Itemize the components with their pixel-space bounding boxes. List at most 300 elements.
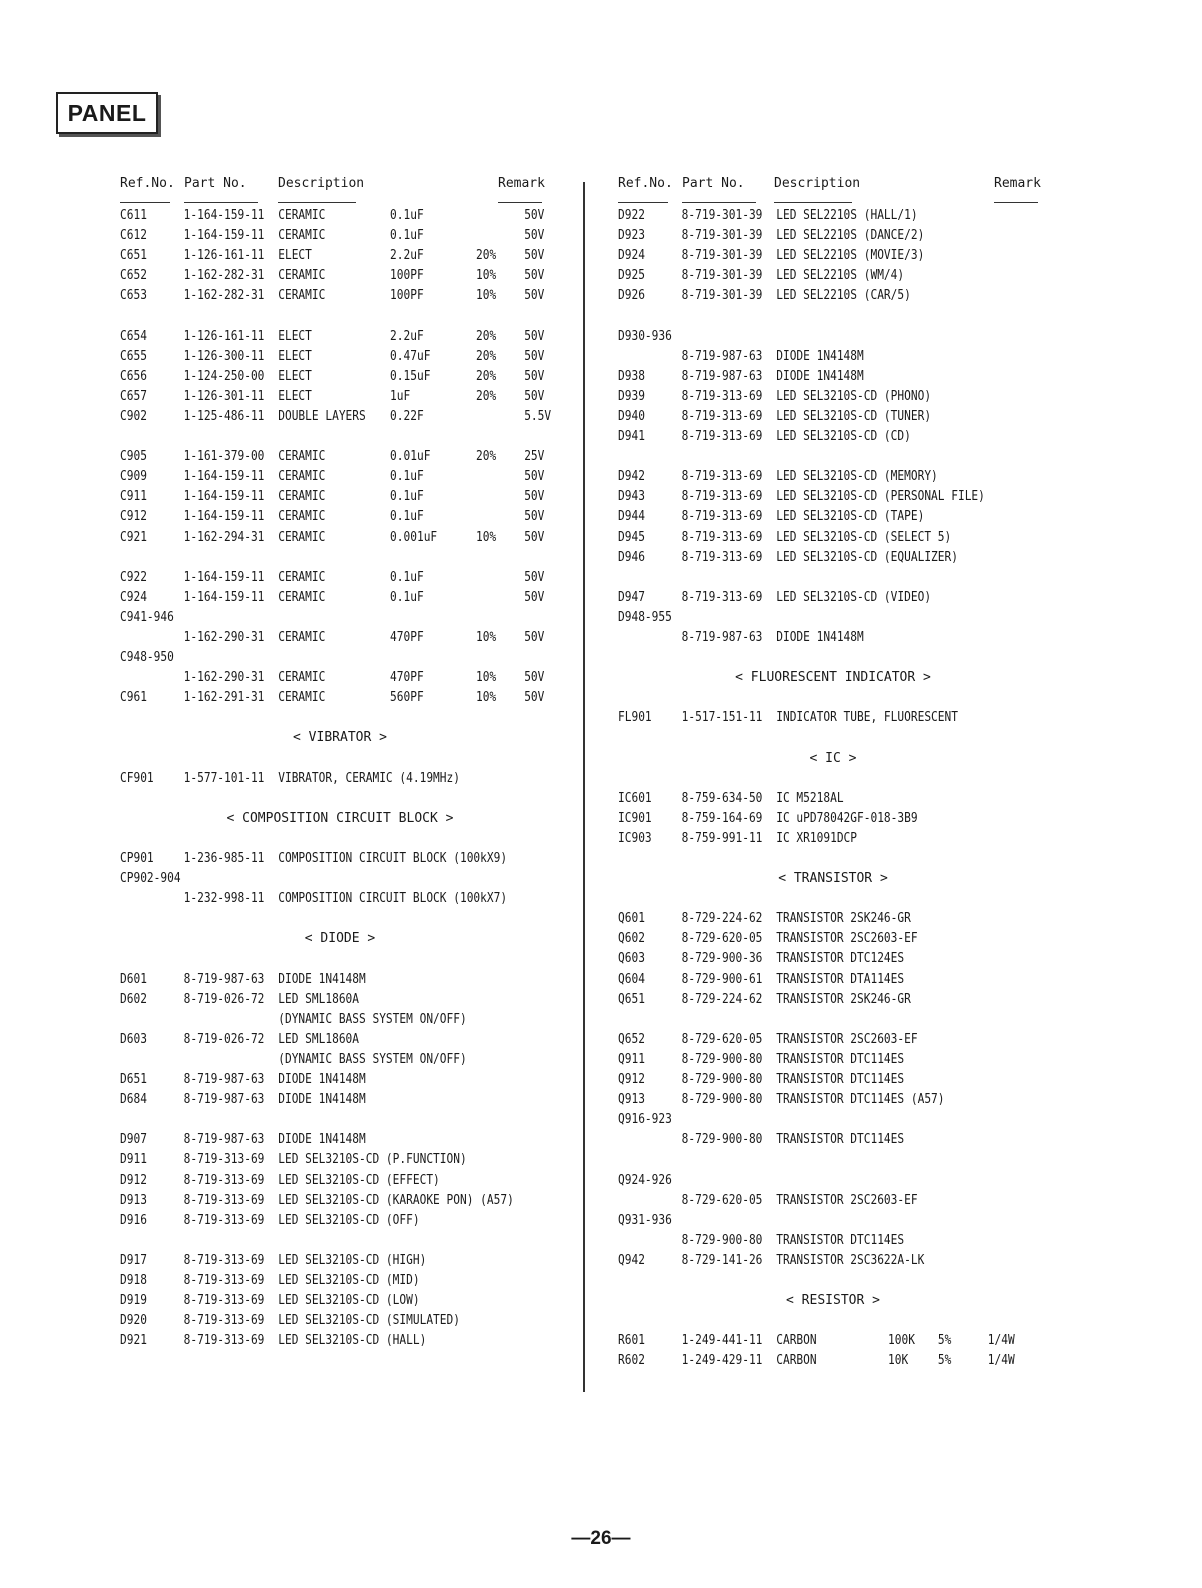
cell-ref: Q924-926: [618, 1172, 672, 1188]
header-remark: Remark: [994, 176, 1041, 191]
table-row: [120, 206, 559, 226]
cell-part-no: 8-719-313-69: [183, 1313, 265, 1329]
table-row: [618, 467, 1047, 487]
header-desc: Description: [278, 176, 365, 191]
cell-description: LED SEL3210S-CD (PHONO): [776, 388, 932, 404]
row-spacer: [618, 306, 1048, 326]
cell-remark: 50V: [524, 368, 545, 384]
table-row: [618, 206, 1047, 226]
table-row: [618, 367, 1047, 387]
table-row: [120, 1271, 559, 1291]
cell-part-no: 1-164-159-11: [183, 208, 265, 223]
category-heading: < FLUORESCENT INDICATOR >: [735, 670, 931, 686]
cell-value: 0.1uF: [390, 489, 424, 505]
cell-part-no: 8-759-991-11: [681, 830, 763, 846]
cell-description: LED SEL3210S-CD (VIDEO): [776, 589, 932, 605]
cell-value: 470PF: [390, 670, 424, 686]
cell-part-no: 1-164-159-11: [183, 489, 265, 505]
cell-ref: D684: [120, 1092, 147, 1108]
cell-description: TRANSISTOR 2SC2603-EF: [776, 931, 918, 947]
table-row: [618, 266, 1047, 286]
cell-value: 0.1uF: [390, 228, 424, 244]
cell-value: 470PF: [390, 629, 424, 645]
category-heading: < IC >: [809, 750, 857, 766]
cell-ref: Q651: [618, 991, 645, 1007]
cell-ref: C653: [120, 288, 147, 304]
cell-description: CERAMIC: [278, 449, 326, 465]
cell-ref: C961: [120, 690, 147, 706]
cell-value: 0.01uF: [390, 449, 431, 465]
header-ref: Ref.No.: [120, 176, 175, 191]
cell-description: IC M5218AL: [776, 790, 844, 806]
cell-part-no: 8-719-313-69: [681, 529, 763, 545]
row-spacer: [618, 728, 1048, 748]
row-spacer: [618, 1271, 1048, 1291]
cell-part-no: 8-719-301-39: [681, 208, 763, 223]
cell-remark: 50V: [524, 268, 545, 284]
cell-part-no: 8-729-224-62: [681, 991, 763, 1007]
cell-ref: Q652: [618, 1031, 645, 1047]
cell-description: LED SEL3210S-CD (CD): [776, 429, 911, 445]
cell-part-no: 1-126-161-11: [183, 328, 265, 344]
cell-ref: D939: [618, 388, 645, 404]
cell-description: LED SEL3210S-CD (P.FUNCTION): [278, 1152, 467, 1168]
cell-ref: IC903: [618, 830, 652, 846]
table-row: [618, 528, 1047, 548]
cell-description: LED SEL2210S (DANCE/2): [776, 228, 925, 244]
cell-remark: 50V: [524, 589, 545, 605]
table-row: [120, 688, 559, 708]
cell-description: LED SEL3210S-CD (HIGH): [278, 1252, 427, 1268]
cell-part-no: 8-729-900-80: [681, 1072, 763, 1088]
cell-part-no: 1-517-151-11: [681, 710, 763, 726]
cell-remark: 50V: [524, 469, 545, 485]
cell-ref: C654: [120, 328, 147, 344]
cell-part-no: 8-729-900-80: [681, 1051, 763, 1067]
cell-description: TRANSISTOR DTC114ES: [776, 1232, 905, 1248]
cell-remark: 50V: [524, 569, 545, 585]
table-row: [120, 1191, 559, 1211]
cell-ref: Q911: [618, 1051, 645, 1067]
cell-description: DIODE 1N4148M: [776, 348, 864, 364]
cell-part-no: 8-759-634-50: [681, 790, 763, 806]
cell-remark: 50V: [524, 529, 545, 545]
cell-value: 0.1uF: [390, 469, 424, 485]
table-row: [120, 387, 559, 407]
cell-ref: C652: [120, 268, 147, 284]
cell-part-no: 1-162-282-31: [183, 268, 265, 284]
table-row: [120, 528, 559, 548]
table-row: [120, 1211, 559, 1231]
table-header-right: [618, 172, 1048, 206]
row-spacer: [618, 568, 1048, 588]
cell-part-no: 1-162-282-31: [183, 288, 265, 304]
table-row: [618, 1251, 1047, 1271]
category-heading: < DIODE >: [304, 931, 376, 947]
cell-remark: 50V: [524, 690, 545, 706]
cell-description: TRANSISTOR 2SK246-GR: [776, 911, 911, 927]
cell-part-no: 8-719-313-69: [183, 1152, 265, 1168]
rows-left: [120, 206, 560, 1351]
table-row: [618, 949, 1047, 969]
cell-ref: Q912: [618, 1072, 645, 1088]
cell-part-no: 1-164-159-11: [183, 569, 265, 585]
table-row: [120, 990, 559, 1010]
cell-description: TRANSISTOR DTA114ES: [776, 971, 905, 987]
cell-ref: C924: [120, 589, 147, 605]
cell-value: 2.2uF: [390, 248, 424, 264]
cell-value: 0.1uF: [390, 509, 424, 525]
cell-value: 10K: [888, 1353, 909, 1369]
cell-ref: C948-950: [120, 650, 174, 666]
table-row: [618, 487, 1047, 507]
table-row: [120, 367, 559, 387]
cell-description: TRANSISTOR 2SC3622A-LK: [776, 1252, 925, 1268]
row-spacer: [120, 749, 560, 769]
cell-tolerance: 10%: [476, 629, 497, 645]
cell-part-no: 8-729-900-80: [681, 1092, 763, 1108]
cell-value: 100PF: [390, 288, 424, 304]
cell-remark: 50V: [524, 288, 545, 304]
cell-ref: D942: [618, 469, 645, 485]
cell-part-no: 8-719-987-63: [183, 971, 265, 987]
cell-part-no: 1-162-294-31: [183, 529, 265, 545]
cell-description: DIODE 1N4148M: [278, 1092, 366, 1108]
cell-description: CERAMIC: [278, 469, 326, 485]
cell-ref: FL901: [618, 710, 652, 726]
table-row: [120, 447, 559, 467]
row-spacer: [120, 708, 560, 728]
cell-description: CERAMIC: [278, 208, 326, 223]
cell-ref: D922: [618, 208, 645, 223]
cell-description: CERAMIC: [278, 569, 326, 585]
cell-description: COMPOSITION CIRCUIT BLOCK (100kX9): [278, 851, 508, 866]
category-heading: < RESISTOR >: [786, 1293, 880, 1309]
table-row: [120, 407, 559, 427]
cell-description: IC XR1091DCP: [776, 830, 858, 846]
cell-ref: CF901: [120, 770, 154, 786]
rows-right: [618, 206, 1048, 1371]
cell-tolerance: 10%: [476, 529, 497, 545]
cell-ref: D925: [618, 268, 645, 284]
cell-ref: D601: [120, 971, 147, 987]
cell-description: LED SEL2210S (WM/4): [776, 268, 905, 284]
cell-ref: Q942: [618, 1252, 645, 1268]
table-row: [618, 1191, 1047, 1211]
cell-part-no: 8-719-313-69: [183, 1333, 265, 1349]
cell-ref: Q601: [618, 911, 645, 927]
cell-part-no: 1-164-159-11: [183, 509, 265, 525]
cell-description: TRANSISTOR DTC114ES: [776, 1132, 905, 1148]
cell-part-no: 8-729-900-61: [681, 971, 763, 987]
cell-part-no: 8-719-026-72: [183, 1031, 265, 1047]
cell-ref: D926: [618, 288, 645, 304]
cell-description: LED SEL3210S-CD (SELECT 5): [776, 529, 952, 545]
cell-remark: 50V: [524, 248, 545, 264]
table-row: [120, 769, 559, 789]
cell-ref: C651: [120, 248, 147, 264]
table-row: [120, 1090, 559, 1110]
cell-part-no: 8-729-620-05: [681, 1031, 763, 1047]
cell-part-no: 1-249-429-11: [681, 1353, 763, 1369]
cell-tolerance: 20%: [476, 248, 497, 264]
cell-description: (DYNAMIC BASS SYSTEM ON/OFF): [278, 1051, 467, 1067]
cell-part-no: 8-719-313-69: [183, 1192, 265, 1208]
cell-description: CERAMIC: [278, 589, 326, 605]
cell-ref: D943: [618, 489, 645, 505]
cell-description: INDICATOR TUBE, FLUORESCENT: [776, 710, 958, 726]
cell-remark: 50V: [524, 509, 545, 525]
table-row: [120, 608, 559, 628]
cell-value: 0.001uF: [390, 529, 438, 545]
cell-ref: D948-955: [618, 609, 672, 625]
cell-part-no: 8-719-301-39: [681, 248, 763, 264]
cell-remark: 50V: [524, 208, 545, 223]
cell-ref: Q931-936: [618, 1212, 672, 1228]
cell-tolerance: 5%: [937, 1333, 952, 1349]
table-row: [120, 1130, 559, 1150]
cell-tolerance: 20%: [476, 328, 497, 344]
cell-part-no: 1-232-998-11: [183, 891, 265, 907]
cell-part-no: 8-719-026-72: [183, 991, 265, 1007]
cell-ref: D911: [120, 1152, 147, 1168]
cell-ref: R601: [618, 1333, 645, 1349]
cell-description: ELECT: [278, 248, 312, 264]
table-row: [120, 668, 559, 688]
row-spacer: [120, 1110, 560, 1130]
cell-ref: D920: [120, 1313, 147, 1329]
cell-part-no: 8-719-313-69: [681, 469, 763, 485]
table-row: [618, 608, 1047, 628]
table-row: [618, 588, 1047, 608]
cell-ref: CP901: [120, 851, 154, 866]
cell-ref: D923: [618, 228, 645, 244]
cell-part-no: 8-719-301-39: [681, 288, 763, 304]
table-row: [120, 487, 559, 507]
cell-tolerance: 20%: [476, 348, 497, 364]
row-spacer: [618, 1010, 1048, 1030]
cell-part-no: 1-162-291-31: [183, 690, 265, 706]
cell-part-no: 8-729-620-05: [681, 1192, 763, 1208]
cell-description: TRANSISTOR DTC114ES (A57): [776, 1092, 945, 1108]
table-row: [120, 628, 559, 648]
cell-description: TRANSISTOR DTC114ES: [776, 1051, 905, 1067]
header-part: Part No.: [184, 176, 247, 191]
table-row: [618, 929, 1047, 949]
cell-ref: D917: [120, 1252, 147, 1268]
cell-part-no: 8-719-313-69: [183, 1172, 265, 1188]
cell-part-no: 8-719-313-69: [183, 1293, 265, 1309]
cell-description: CERAMIC: [278, 670, 326, 686]
cell-tolerance: 10%: [476, 268, 497, 284]
cell-description: CERAMIC: [278, 288, 326, 304]
row-spacer: [120, 306, 560, 326]
cell-ref: Q603: [618, 951, 645, 967]
cell-description: (DYNAMIC BASS SYSTEM ON/OFF): [278, 1011, 467, 1027]
table-row: [120, 1171, 559, 1191]
cell-part-no: 1-125-486-11: [183, 408, 265, 424]
cell-description: ELECT: [278, 388, 312, 404]
cell-part-no: 8-719-987-63: [681, 348, 763, 364]
cell-value: 0.22F: [390, 408, 424, 424]
cell-value: 2.2uF: [390, 328, 424, 344]
table-row: [618, 387, 1047, 407]
cell-description: LED SEL3210S-CD (TAPE): [776, 509, 925, 525]
cell-description: LED SEL3210S-CD (KARAOKE PON) (A57): [278, 1192, 514, 1208]
cell-remark: 50V: [524, 388, 545, 404]
cell-part-no: 1-126-301-11: [183, 388, 265, 404]
cell-part-no: 8-719-313-69: [681, 489, 763, 505]
cell-part-no: 8-719-313-69: [681, 509, 763, 525]
table-row: [120, 970, 559, 990]
cell-ref: D919: [120, 1293, 147, 1309]
row-spacer: [618, 849, 1048, 869]
cell-description: LED SEL3210S-CD (OFF): [278, 1212, 420, 1228]
cell-description: DIODE 1N4148M: [776, 368, 864, 384]
table-row: [618, 1110, 1047, 1130]
cell-remark: 5.5V: [524, 408, 552, 424]
cell-description: TRANSISTOR DTC114ES: [776, 1072, 905, 1088]
cell-ref: D602: [120, 991, 147, 1007]
table-row: [618, 1090, 1047, 1110]
cell-description: DIODE 1N4148M: [278, 1072, 366, 1088]
cell-description: ELECT: [278, 368, 312, 384]
cell-ref: C657: [120, 388, 147, 404]
cell-value: 1uF: [390, 388, 411, 404]
cell-part-no: 8-719-987-63: [681, 629, 763, 645]
cell-ref: C921: [120, 529, 147, 545]
cell-description: LED SML1860A: [278, 991, 360, 1007]
cell-ref: C902: [120, 408, 147, 424]
cell-description: TRANSISTOR 2SC2603-EF: [776, 1192, 918, 1208]
table-row: [618, 548, 1047, 568]
table-row: [618, 427, 1047, 447]
cell-description: LED SEL3210S-CD (HALL): [278, 1333, 427, 1349]
table-row: [618, 708, 1047, 728]
cell-description: CARBON: [776, 1353, 817, 1369]
cell-ref: D938: [618, 368, 645, 384]
cell-ref: D912: [120, 1172, 147, 1188]
cell-ref: IC601: [618, 790, 652, 806]
table-row: [120, 246, 559, 266]
category-heading: < VIBRATOR >: [293, 730, 387, 746]
cell-description: ELECT: [278, 348, 312, 364]
cell-ref: C612: [120, 228, 147, 244]
cell-ref: D940: [618, 408, 645, 424]
row-spacer: [120, 949, 560, 969]
table-row: [120, 1311, 559, 1331]
cell-ref: Q916-923: [618, 1112, 672, 1128]
cell-ref: Q913: [618, 1092, 645, 1108]
cell-ref: D944: [618, 509, 645, 525]
table-row: [120, 286, 559, 306]
cell-description: DIODE 1N4148M: [278, 1132, 366, 1148]
cell-description: DOUBLE LAYERS: [278, 408, 366, 424]
cell-tolerance: 10%: [476, 288, 497, 304]
cell-part-no: 8-719-301-39: [681, 268, 763, 284]
page-number: —26—: [571, 1528, 631, 1549]
cell-description: LED SEL3210S-CD (TUNER): [776, 408, 932, 424]
category-heading: < COMPOSITION CIRCUIT BLOCK >: [226, 810, 454, 826]
table-row: [618, 909, 1047, 929]
cell-part-no: 8-729-620-05: [681, 931, 763, 947]
table-row: [120, 568, 559, 588]
cell-ref: D907: [120, 1132, 147, 1148]
cell-ref: D946: [618, 549, 645, 565]
cell-part-no: 8-729-900-80: [681, 1232, 763, 1248]
cell-value: 0.1uF: [390, 569, 424, 585]
table-row: [618, 347, 1047, 367]
cell-part-no: 1-126-300-11: [183, 348, 265, 364]
cell-value: 0.15uF: [390, 368, 431, 384]
cell-description: CERAMIC: [278, 629, 326, 645]
row-spacer: [120, 829, 560, 849]
row-spacer: [120, 548, 560, 568]
cell-description: LED SEL3210S-CD (MEMORY): [776, 469, 938, 485]
cell-ref: R602: [618, 1353, 645, 1369]
cell-ref: CP902-904: [120, 871, 181, 887]
cell-ref: C912: [120, 509, 147, 525]
table-row: [618, 1030, 1047, 1050]
cell-part-no: 8-719-313-69: [681, 589, 763, 605]
cell-ref: Q602: [618, 931, 645, 947]
cell-ref: C656: [120, 368, 147, 384]
row-spacer: [618, 1150, 1048, 1170]
table-row: [120, 1070, 559, 1090]
cell-description: LED SEL2210S (MOVIE/3): [776, 248, 925, 264]
cell-part-no: 8-719-987-63: [183, 1072, 265, 1088]
cell-remark: 50V: [524, 228, 545, 244]
cell-remark: 50V: [524, 489, 545, 505]
table-row: [618, 1331, 1047, 1351]
cell-part-no: 8-719-313-69: [681, 549, 763, 565]
table-row: [120, 1150, 559, 1170]
cell-ref: D930-936: [618, 328, 672, 344]
cell-ref: D924: [618, 248, 645, 264]
table-row: [120, 869, 559, 889]
cell-part-no: 1-161-379-00: [183, 449, 265, 465]
cell-description: TRANSISTOR DTC124ES: [776, 951, 905, 967]
cell-remark: 1/4W: [987, 1353, 1015, 1369]
cell-part-no: 1-124-250-00: [183, 368, 265, 384]
header-remark: Remark: [498, 176, 545, 191]
cell-part-no: 8-759-164-69: [681, 810, 763, 826]
table-row: [120, 849, 559, 869]
cell-part-no: 8-719-313-69: [183, 1212, 265, 1228]
table-row: [618, 1231, 1047, 1251]
table-row: [120, 327, 559, 347]
cell-part-no: 8-729-224-62: [681, 911, 763, 927]
table-row: [618, 327, 1047, 347]
table-row: [618, 1211, 1047, 1231]
cell-ref: D651: [120, 1072, 147, 1088]
table-row: [618, 1171, 1047, 1191]
cell-description: LED SML1860A: [278, 1031, 360, 1047]
cell-remark: 50V: [524, 328, 545, 344]
row-spacer: [618, 447, 1048, 467]
cell-ref: C611: [120, 208, 147, 223]
cell-value: 0.1uF: [390, 589, 424, 605]
cell-value: 100PF: [390, 268, 424, 284]
row-spacer: [618, 769, 1048, 789]
table-row: [120, 507, 559, 527]
cell-value: 0.1uF: [390, 208, 424, 223]
cell-value: 100K: [888, 1333, 915, 1349]
header-part: Part No.: [682, 176, 745, 191]
table-row: [120, 1050, 559, 1070]
cell-description: TRANSISTOR 2SK246-GR: [776, 991, 911, 1007]
cell-part-no: 1-164-159-11: [183, 228, 265, 244]
